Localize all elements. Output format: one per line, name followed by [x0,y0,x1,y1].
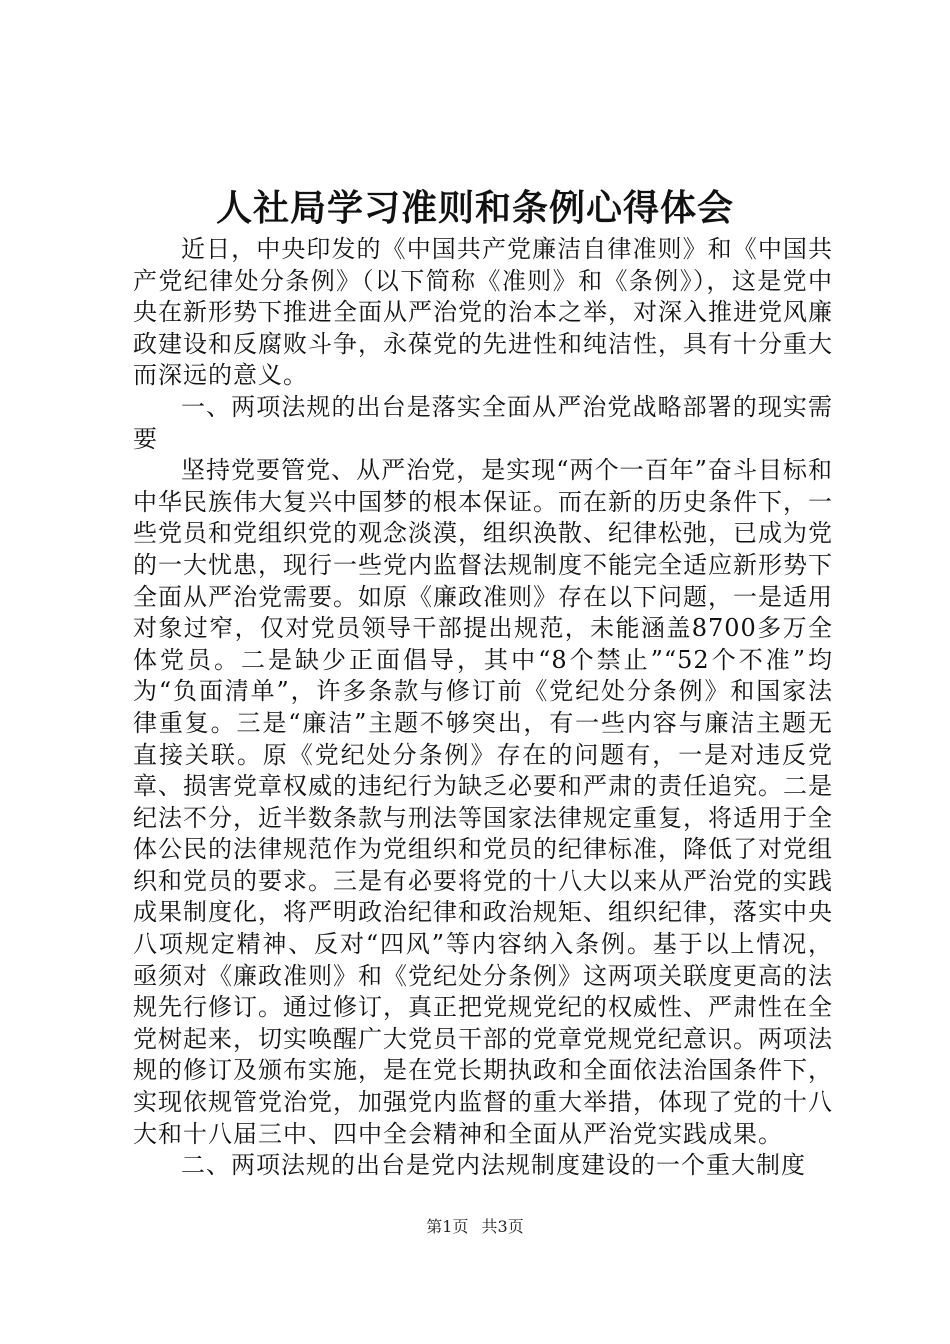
section-heading-two: 二、两项法规的出台是党内法规制度建设的一个重大制度 [181,1151,806,1180]
section-heading-one: 一、两项法规的出台是落实全面从严治党战略部署的现实需要 [133,392,833,453]
page-total: 共3页 [481,1217,524,1236]
page-number: 第1页 [426,1217,469,1236]
document-body [133,234,833,1182]
paragraph-intro: 近日，中央印发的《中国共产党廉洁自律准则》和《中国共产党纪律处分条例》（以下简称《准则》和《条例》），这是党中央在新形势下推进全面从严治党的治本之举，对深入推进党风廉政建设和反腐败斗争，永葆党的先进性和纯洁性，具有十分重大而深远的意义。 [133,235,833,390]
document-title: 人社局学习准则和条例心得体会 [215,187,734,229]
paragraph-section-one: 坚持党要管党、从严治党，是实现“两个一百年”奋斗目标和中华民族伟大复兴中国梦的根本保证。而在新的历史条件下，一些党员和党组织党的观念淡漠，组织涣散、纪律松弛，已成为党的一大忧患，现行一些党内监督法规制度不能完全适应新形势下全面从严治党需要。如原《廉政准则》存在以下问题，一是适用对象过窄，仅对党员领导干部提出规范，未能涵盖8700多万全体党员。二是缺少正面倡导，其中“8个禁止”“52个不准”均为“负面清单”，许多条款与修订前《党纪处分条例》和国家法律重复。三是“廉洁”主题不够突出，有一些内容与廉洁主题无直接关联。原《党纪处分条例》存在的问题有，一是对违反党章、损害党章权威的违纪行为缺乏必要和严肃的责任追究。二是纪法不分，近半数条款与刑法等国家法律规定重复，将适用于全体公民的法律规范作为党组织和党员的纪律标准，降低了对党组织和党员的要求。三是有必要将党的十八大以来从严治党的实践成果制度化，将严明政治纪律和政治规矩、组织纪律，落实中央八项规定精神、反对“四风”等内容纳入条例。基于以上情况，亟须对《廉政准则》和《党纪处分条例》这两项关联度更高的法规先行修订。通过修订，真正把党规党纪的权威性、严肃性在全党树起来，切实唤醒广大党员干部的党章党规党纪意识。两项法规的修订及颁布实施，是在党长期执政和全面依法治国条件下，实现依规管党治党，加强党内监督的重大举措，体现了党的十八大和十八届三中、四中全会精神和全面从严治党实践成果。 [133,456,833,1148]
page-footer [0,1216,950,1238]
